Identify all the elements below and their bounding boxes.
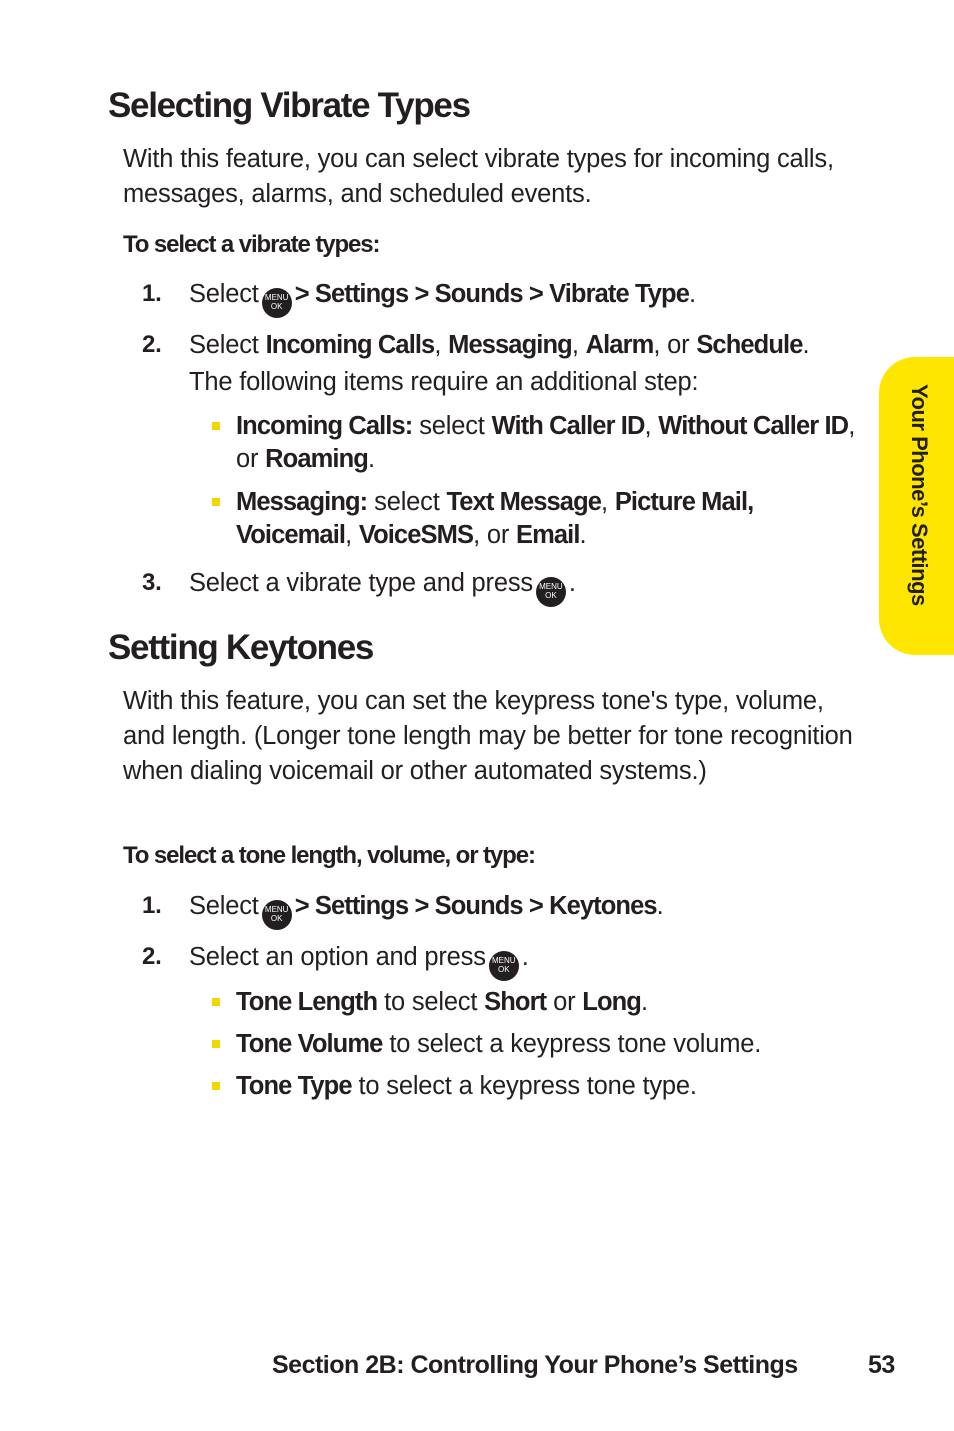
keytones-step-1: 1. Select MENU OK > Settings > Sounds > Keytones.: [0, 892, 954, 926]
bullet-marker: [212, 998, 220, 1006]
keytones-bullet-volume: Tone Volume to select a keypress tone volume.: [236, 1030, 762, 1058]
keytones-bullet-length: Tone Length to select Short or Long.: [236, 988, 648, 1016]
vibrate-subhead: To select a vibrate types:: [123, 231, 380, 258]
bullet-marker: [212, 1082, 220, 1090]
vibrate-intro: With this feature, you can select vibrate types for incoming calls, messages, alarms, and scheduled events.: [123, 145, 834, 208]
bullet-marker: [212, 1040, 220, 1048]
menu-ok-key-icon: MENU OK: [489, 951, 519, 981]
menu-ok-key-icon: MENU OK: [262, 288, 292, 318]
keytones-subhead: To select a tone length, volume, or type:: [123, 842, 535, 869]
side-tab-label: Your Phone’s Settings: [907, 384, 932, 606]
vibrate-step-2-line2: The following items require an additional step:: [189, 368, 699, 396]
vibrate-step-1: 1. Select MENU OK > Settings > Sounds > Vibrate Type.: [0, 280, 954, 314]
vibrate-step-3: 3. Select a vibrate type and press MENU OK .: [0, 569, 954, 603]
page-number: 53: [868, 1351, 895, 1379]
menu-ok-key-icon: MENU OK: [536, 577, 566, 607]
bullet-marker: [212, 498, 220, 506]
vibrate-bullet-incoming: Incoming Calls: select With Caller ID, Without Caller ID, or Roaming.: [236, 412, 856, 473]
keytones-intro: With this feature, you can set the keypress tone's type, volume, and length. (Longer tone length may be better for tone recognition when dialing voicemail or other automated systems.): [123, 687, 853, 785]
keytones-bullet-type: Tone Type to select a keypress tone type.: [236, 1072, 697, 1100]
keytones-step-2: 2. Select an option and press MENU OK .: [0, 943, 954, 977]
menu-ok-key-icon: MENU OK: [262, 900, 292, 930]
section-title-vibrate: Selecting Vibrate Types: [108, 86, 470, 125]
vibrate-bullet-messaging: Messaging: select Text Message, Picture Mail, Voicemail, VoiceSMS, or Email.: [236, 488, 754, 549]
section-title-keytones: Setting Keytones: [108, 628, 374, 667]
bullet-marker: [212, 422, 220, 430]
footer-section: Section 2B: Controlling Your Phone’s Settings: [272, 1351, 798, 1379]
vibrate-step-2: 2. Select Incoming Calls, Messaging, Alarm, or Schedule.: [142, 331, 810, 359]
